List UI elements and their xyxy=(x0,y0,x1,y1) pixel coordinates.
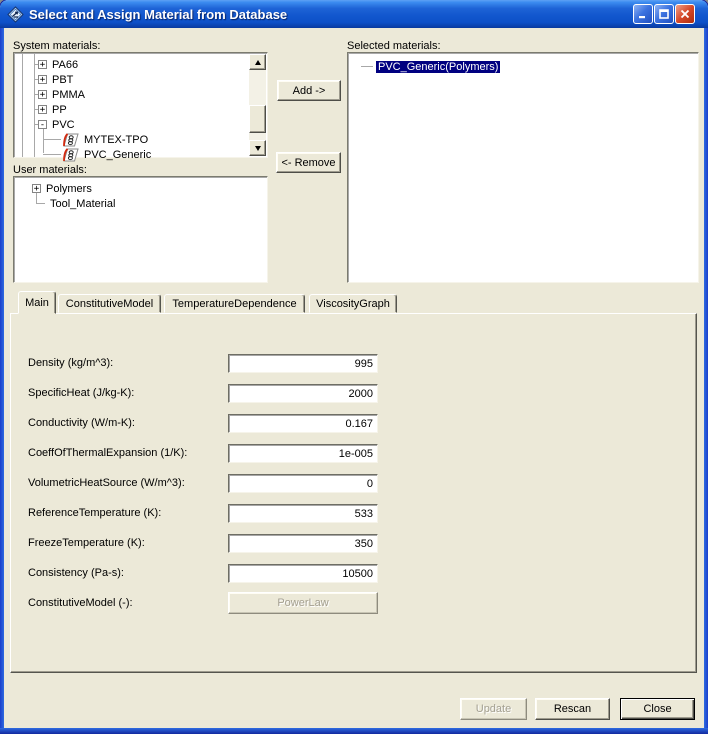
close-button[interactable] xyxy=(675,4,695,24)
system-materials-label: System materials: xyxy=(13,40,101,52)
tab-main[interactable] xyxy=(18,291,56,314)
window-border-left xyxy=(0,28,4,734)
close-dialog-button[interactable] xyxy=(620,698,695,720)
selected-materials-tree[interactable] xyxy=(347,52,699,283)
update-button xyxy=(460,698,527,720)
expand-icon[interactable]: + xyxy=(33,183,40,194)
add-button[interactable] xyxy=(277,80,341,101)
scrollbar-thumb[interactable] xyxy=(249,105,266,133)
power-law-button-label: PowerLaw xyxy=(277,597,329,609)
tree-item[interactable] xyxy=(34,102,69,117)
minimize-button[interactable] xyxy=(633,4,653,24)
collapse-icon[interactable]: - xyxy=(39,119,46,130)
tree-connector xyxy=(361,66,373,67)
selected-material-item[interactable]: PVC_Generic(Polymers) xyxy=(378,60,499,73)
window-title: Select and Assign Material from Database xyxy=(29,6,288,22)
freeze-temperature-input[interactable] xyxy=(228,534,378,553)
update-button-label: Update xyxy=(475,703,512,715)
tree-item-selected[interactable] xyxy=(361,59,500,74)
window-border-bottom xyxy=(0,728,708,734)
specific-heat-input[interactable] xyxy=(228,384,378,403)
add-button-label: Add -> xyxy=(292,84,326,97)
reference-temperature-label: ReferenceTemperature (K): xyxy=(28,507,162,519)
tree-item[interactable] xyxy=(43,132,150,147)
selected-materials-label: Selected materials: xyxy=(347,40,441,52)
maximize-button[interactable] xyxy=(654,4,674,24)
conductivity-input[interactable] xyxy=(228,414,378,433)
rescan-button[interactable] xyxy=(535,698,610,720)
thermal-expansion-input[interactable] xyxy=(228,444,378,463)
tree-item-label: PMMA xyxy=(52,88,85,101)
titlebar[interactable] xyxy=(0,0,708,28)
tree-connector xyxy=(43,154,61,155)
tab-label: ViscosityGraph xyxy=(316,297,390,310)
user-materials-label: User materials: xyxy=(13,164,87,176)
maximize-icon xyxy=(658,8,670,20)
tree-item-label: PP xyxy=(52,103,67,116)
tree-item[interactable] xyxy=(34,87,87,102)
tree-item-label: PVC_Generic xyxy=(84,148,152,161)
tree-item[interactable] xyxy=(34,117,77,132)
tab-label: Main xyxy=(25,296,49,309)
tree-item-label: MYTEX-TPO xyxy=(84,133,149,146)
specific-heat-label: SpecificHeat (J/kg-K): xyxy=(28,387,135,399)
close-icon xyxy=(679,8,691,20)
tree-item-label: PVC xyxy=(52,118,75,131)
expand-icon[interactable]: + xyxy=(39,89,46,100)
expand-icon[interactable]: + xyxy=(39,104,46,115)
volumetric-heat-source-label: VolumetricHeatSource (W/m^3): xyxy=(28,477,185,489)
conductivity-label: Conductivity (W/m-K): xyxy=(28,417,135,429)
user-materials-tree[interactable] xyxy=(13,176,268,283)
expand-icon[interactable]: + xyxy=(39,59,46,70)
tree-item-label: PA66 xyxy=(52,58,79,71)
reference-temperature-input[interactable] xyxy=(228,504,378,523)
volumetric-heat-source-input[interactable] xyxy=(228,474,378,493)
consistency-input[interactable] xyxy=(228,564,378,583)
tree-item-label: Tool_Material xyxy=(50,197,116,210)
tab-temperature-dependence[interactable] xyxy=(164,294,305,313)
tree-connector xyxy=(36,203,45,204)
density-input[interactable] xyxy=(228,354,378,373)
power-law-button xyxy=(228,592,378,614)
tree-item[interactable] xyxy=(36,196,117,211)
tree-item[interactable] xyxy=(32,181,94,196)
vertical-scrollbar[interactable] xyxy=(249,54,266,156)
consistency-label: Consistency (Pa-s): xyxy=(28,567,124,579)
tab-label: TemperatureDependence xyxy=(172,297,297,310)
minimize-icon xyxy=(637,8,649,20)
tree-item[interactable] xyxy=(34,57,80,72)
remove-button[interactable] xyxy=(276,152,341,173)
scroll-down-button[interactable] xyxy=(249,140,266,156)
close-dialog-button-label: Close xyxy=(643,703,672,715)
tab-label: ConstitutiveModel xyxy=(65,297,154,310)
density-label: Density (kg/m^3): xyxy=(28,357,114,369)
material-icon xyxy=(63,148,79,162)
expand-icon[interactable]: + xyxy=(39,74,46,85)
tree-item[interactable] xyxy=(34,72,75,87)
tree-guide-line xyxy=(22,53,23,157)
tree-item-label: Polymers xyxy=(46,182,92,195)
tab-viscosity-graph[interactable] xyxy=(309,294,397,313)
scroll-down-icon xyxy=(255,146,261,151)
tree-item-label: PBT xyxy=(52,73,74,86)
rescan-button-label: Rescan xyxy=(553,703,592,715)
material-icon xyxy=(63,133,79,147)
system-materials-tree[interactable] xyxy=(13,52,268,161)
thermal-expansion-label: CoeffOfThermalExpansion (1/K): xyxy=(28,447,188,459)
scroll-up-icon xyxy=(255,60,261,65)
tab-constitutive-model[interactable] xyxy=(58,294,161,313)
app-icon xyxy=(7,6,24,23)
freeze-temperature-label: FreezeTemperature (K): xyxy=(28,537,145,549)
scroll-up-button[interactable] xyxy=(249,54,266,70)
tree-item[interactable] xyxy=(43,147,153,162)
constitutive-model-label: ConstitutiveModel (-): xyxy=(28,597,133,609)
tree-connector xyxy=(43,139,61,140)
window-border-right xyxy=(704,28,708,734)
remove-button-label: <- Remove xyxy=(281,156,336,169)
